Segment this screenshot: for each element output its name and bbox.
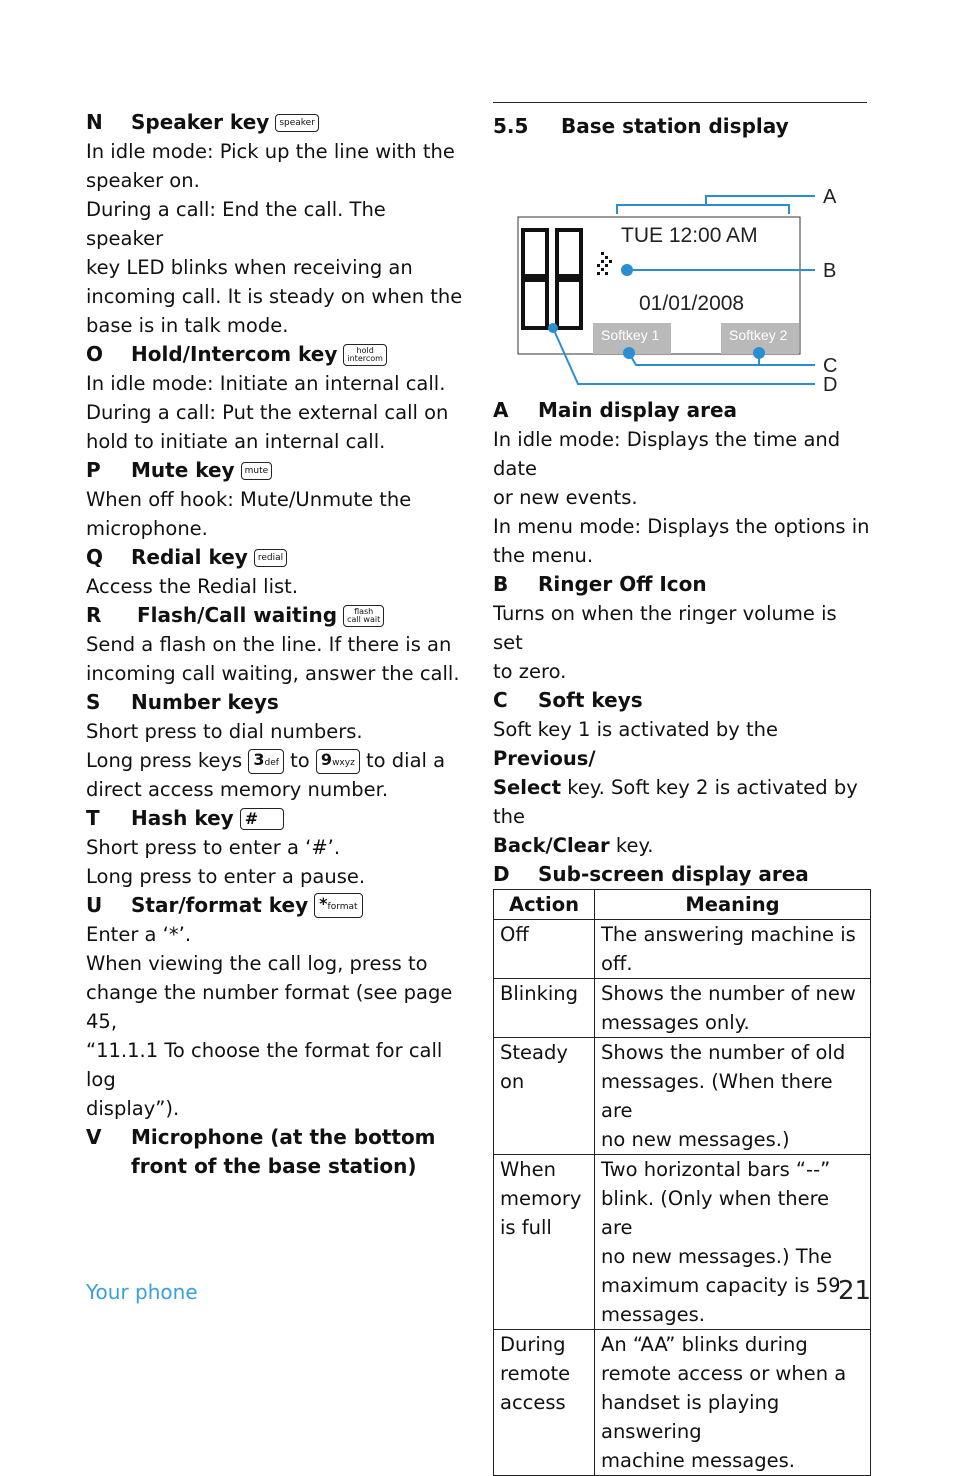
- heading-q: Q Redial key redial: [86, 543, 466, 572]
- para-u-4: “11.1.1 To choose the format for call log: [86, 1039, 443, 1091]
- para-s-1: Short press to dial numbers.: [86, 720, 363, 743]
- key-9-icon: 9wxyz: [316, 749, 360, 774]
- header-meaning: Meaning: [595, 890, 871, 920]
- key-3-icon: 3def: [248, 749, 284, 774]
- label-c: C: [823, 355, 838, 377]
- para-n-5: incoming call. It is steady on when the: [86, 285, 463, 308]
- para-a-4: the menu.: [493, 544, 594, 567]
- heading-v: V Microphone (at the bottom: [86, 1125, 436, 1149]
- para-r-2: incoming call waiting, answer the call.: [86, 662, 460, 685]
- para-n-2: speaker on.: [86, 169, 200, 192]
- heading-c: C Soft keys: [493, 688, 643, 712]
- star-key-icon: *format: [314, 893, 362, 918]
- speaker-key-icon: speaker: [275, 114, 319, 132]
- redial-key-icon: redial: [254, 549, 287, 567]
- page-number: 21: [838, 1276, 872, 1306]
- para-q-1: Access the Redial list.: [86, 575, 299, 598]
- hash-key-icon: #: [240, 808, 284, 830]
- softkey-1-label: Softkey 1: [601, 327, 660, 343]
- heading-o: O Hold/Intercom key hold intercom: [86, 340, 466, 369]
- display-time: TUE 12:00 AM: [621, 224, 758, 247]
- para-a-2: or new events.: [493, 486, 638, 509]
- left-column: [86, 108, 466, 1181]
- para-p-1: When off hook: Mute/Unmute the: [86, 488, 412, 511]
- hold-intercom-key-icon: hold intercom: [343, 344, 387, 366]
- para-u-5: display”).: [86, 1097, 180, 1120]
- table-row: When memory is full Two horizontal bars “--” blink. (Only when there are no new messages.) The maximum capacity is 59 messages.: [494, 1155, 871, 1330]
- para-c-2: Select key. Soft key 2 is activated by the: [493, 776, 858, 828]
- para-c-3: Back/Clear key.: [493, 834, 654, 857]
- para-r-1: Send a flash on the line. If there is an: [86, 633, 452, 656]
- section-rule: [493, 102, 867, 103]
- para-t-1: Short press to enter a ‘#’.: [86, 836, 341, 859]
- table-row: Steady on Shows the number of old messages. (When there are no new messages.): [494, 1038, 871, 1155]
- para-n-4: key LED blinks when receiving an: [86, 256, 413, 279]
- display-date: 01/01/2008: [639, 292, 745, 315]
- para-u-3: change the number format (see page 45,: [86, 981, 453, 1033]
- label-b: B: [823, 260, 837, 282]
- para-a-3: In menu mode: Displays the options in: [493, 515, 870, 538]
- table-row: Off The answering machine is off.: [494, 920, 871, 979]
- heading-s: S Number keys: [86, 690, 279, 714]
- para-s-2: Long press keys 3def to 9wxyz to dial a: [86, 749, 446, 772]
- heading-a: A Main display area: [493, 398, 738, 422]
- mute-key-icon: mute: [241, 462, 273, 480]
- para-c-1: Soft key 1 is activated by the Previous/: [493, 718, 778, 770]
- table-row: Blinking Shows the number of new messages only.: [494, 979, 871, 1038]
- heading-d: D Sub-screen display area: [493, 862, 809, 886]
- flash-callwait-key-icon: flash call wait: [343, 605, 384, 627]
- para-u-2: When viewing the call log, press to: [86, 952, 428, 975]
- heading-v-2: front of the base station): [131, 1154, 417, 1178]
- para-p-2: microphone.: [86, 517, 208, 540]
- para-t-2: Long press to enter a pause.: [86, 865, 366, 888]
- footer-section-name: Your phone: [86, 1280, 198, 1304]
- para-n-1: In idle mode: Pick up the line with the: [86, 140, 455, 163]
- para-b-1: Turns on when the ringer volume is set: [493, 602, 837, 654]
- header-action: Action: [494, 890, 595, 920]
- softkey-2-label: Softkey 2: [729, 327, 788, 343]
- table-header-row: [494, 890, 871, 920]
- heading-t: T Hash key #: [86, 804, 466, 833]
- heading-u: U Star/format key *format: [86, 891, 466, 920]
- heading-r: R Flash/Call waiting flash call wait: [86, 601, 466, 630]
- para-o-1: In idle mode: Initiate an internal call.: [86, 372, 446, 395]
- table-row: During remote access An “AA” blinks during remote access or when a handset is playing answering machine messages.: [494, 1330, 871, 1476]
- para-a-1: In idle mode: Displays the time and date: [493, 428, 841, 480]
- heading-n: N Speaker key speaker: [86, 108, 466, 137]
- para-n-3: During a call: End the call. The speaker: [86, 198, 386, 250]
- para-n-6: base is in talk mode.: [86, 314, 289, 337]
- label-d: D: [823, 374, 838, 396]
- label-a: A: [823, 186, 837, 208]
- para-s-3: direct access memory number.: [86, 778, 389, 801]
- base-display-diagram: [493, 146, 871, 396]
- para-o-3: hold to initiate an internal call.: [86, 430, 386, 453]
- para-o-2: During a call: Put the external call on: [86, 401, 449, 424]
- section-title: 5.5 Base station display: [493, 114, 789, 138]
- right-column: [493, 110, 871, 1476]
- heading-p: P Mute key mute: [86, 456, 466, 485]
- subscreen-table: [493, 889, 871, 1476]
- para-u-1: Enter a ‘*’.: [86, 923, 192, 946]
- para-b-2: to zero.: [493, 660, 567, 683]
- heading-b: B Ringer Off Icon: [493, 572, 707, 596]
